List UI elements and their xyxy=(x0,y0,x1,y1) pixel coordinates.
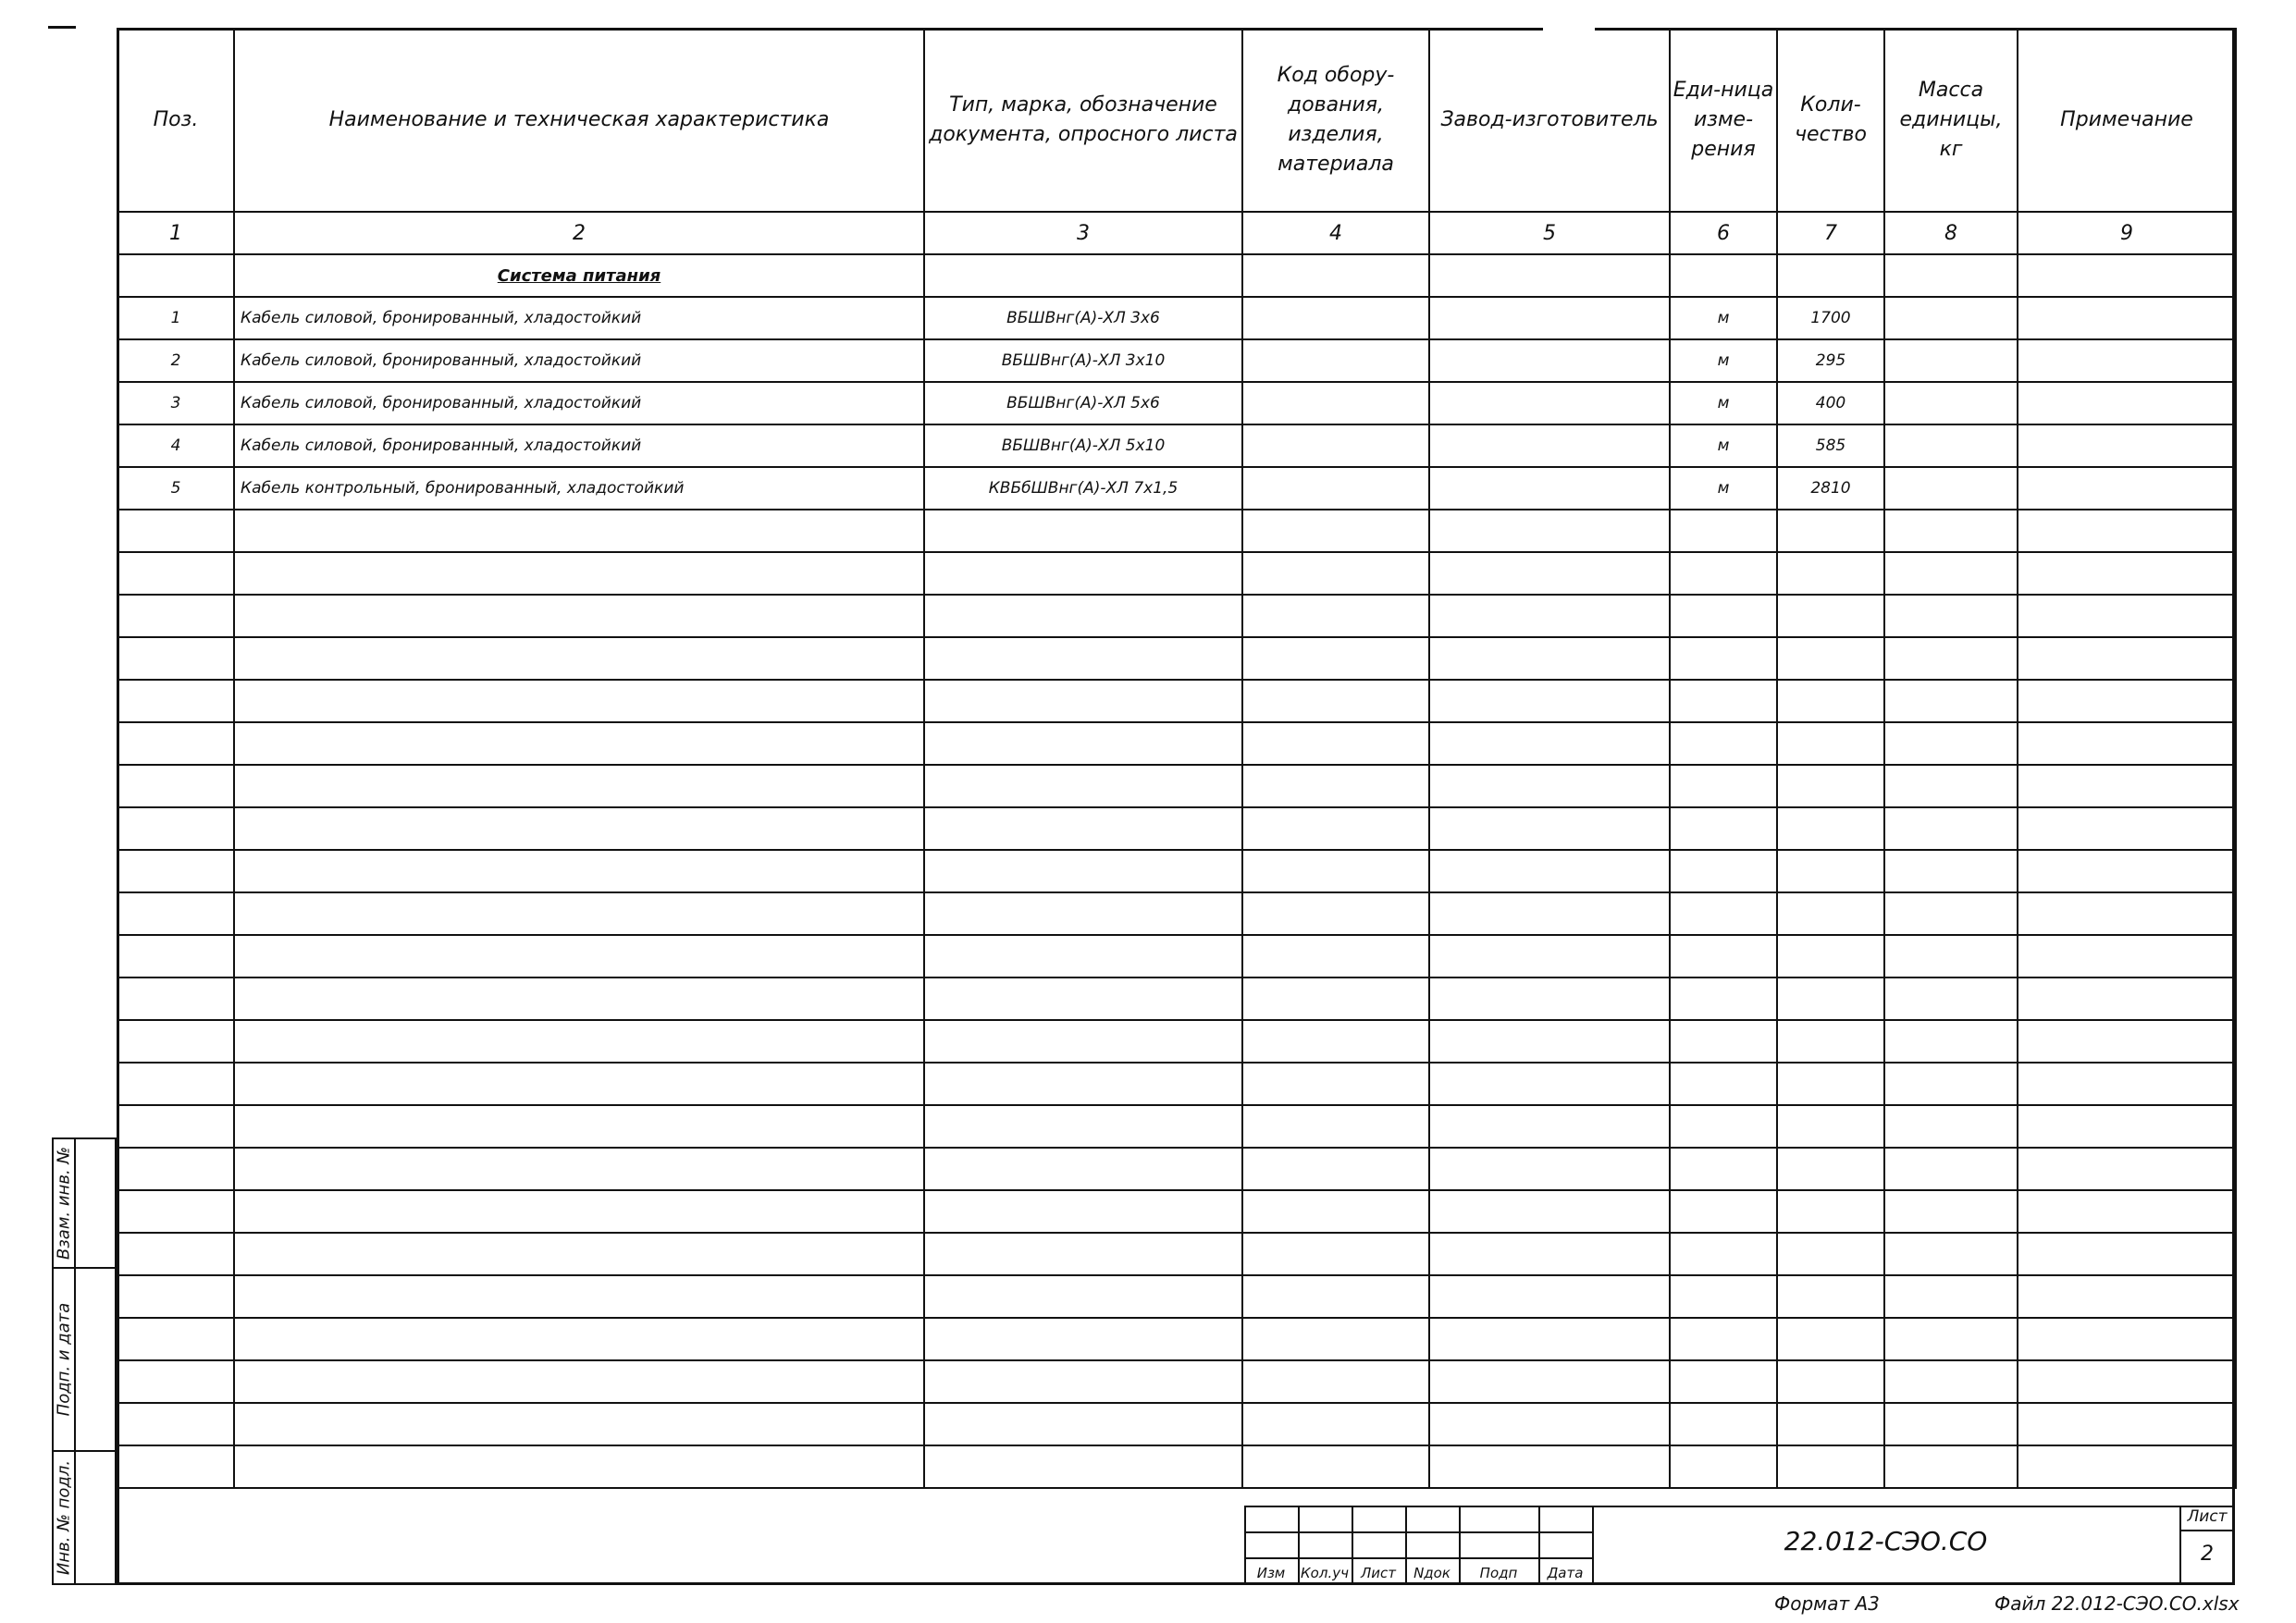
side-podp-value xyxy=(74,1267,117,1452)
stamp-cell xyxy=(1405,1531,1461,1559)
stamp-cell xyxy=(1352,1506,1407,1533)
column-number: 7 xyxy=(1777,212,1884,254)
column-number: 8 xyxy=(1884,212,2018,254)
stamp-cell xyxy=(1538,1506,1594,1533)
side-podp-cell xyxy=(52,1267,76,1452)
side-podp-label: Подп. и дата xyxy=(54,1302,74,1417)
header-cell: Тип, марка, обозначение документа, опросного листа xyxy=(924,29,1242,212)
header-cell: Наименование и техническая характеристика xyxy=(234,29,924,212)
title-block xyxy=(1244,1506,2235,1585)
stamp-label: Лист xyxy=(1360,1565,1396,1581)
side-vzam-cell xyxy=(52,1137,76,1269)
cell-qty: 1700 xyxy=(1777,297,1884,339)
cell-qty: 585 xyxy=(1777,424,1884,467)
section-title: Система питания xyxy=(497,265,661,286)
cell-name: Кабель силовой, бронированный, хладостойкий xyxy=(234,382,924,424)
column-number: 3 xyxy=(924,212,1242,254)
header-cell: Еди-ница изме-рения xyxy=(1670,29,1777,212)
cell-type: ВБШВнг(А)-ХЛ 5х6 xyxy=(924,382,1242,424)
side-vzam-label: Взам. инв. № xyxy=(54,1146,74,1260)
stamp-cell xyxy=(1405,1506,1461,1533)
stamp-cell xyxy=(1244,1506,1300,1533)
cell-qty: 2810 xyxy=(1777,467,1884,510)
cell-pos: 1 xyxy=(117,297,234,339)
header-cell: Коли-чество xyxy=(1777,29,1884,212)
footer-format: Формат А3 xyxy=(1774,1592,1880,1615)
side-inv-value xyxy=(74,1450,117,1585)
cell-pos: 5 xyxy=(117,467,234,510)
side-stamp xyxy=(52,1137,117,1585)
cell-pos: 4 xyxy=(117,424,234,467)
cell-unit: м xyxy=(1670,339,1777,382)
cell-unit: м xyxy=(1670,382,1777,424)
cell-name: Кабель контрольный, бронированный, хладостойкий xyxy=(234,467,924,510)
column-number: 2 xyxy=(234,212,924,254)
frame-gap xyxy=(1543,24,1595,31)
cell-type: ВБШВнг(А)-ХЛ 5х10 xyxy=(924,424,1242,467)
header-cell: Поз. xyxy=(117,29,234,212)
footer-file: Файл 22.012-СЭО.СО.xlsx xyxy=(1994,1592,2240,1615)
column-number: 5 xyxy=(1429,212,1670,254)
stamp-cell xyxy=(1538,1531,1594,1559)
cell-name: Кабель силовой, бронированный, хладостойкий xyxy=(234,339,924,382)
cell-type: ВБШВнг(А)-ХЛ 3х10 xyxy=(924,339,1242,382)
cell-type: ВБШВнг(А)-ХЛ 3х6 xyxy=(924,297,1242,339)
stamp-label: Подп xyxy=(1479,1565,1518,1581)
cell-pos: 3 xyxy=(117,382,234,424)
side-inv-cell xyxy=(52,1450,76,1585)
column-number: 4 xyxy=(1242,212,1429,254)
cell-unit: м xyxy=(1670,424,1777,467)
header-cell: Код обору-дования, изделия, материала xyxy=(1242,29,1429,212)
cell-pos: 2 xyxy=(117,339,234,382)
header-cell: Масса единицы, кг xyxy=(1884,29,2018,212)
header-cell: Завод-изготовитель xyxy=(1429,29,1670,212)
column-number: 6 xyxy=(1670,212,1777,254)
cell-qty: 295 xyxy=(1777,339,1884,382)
stamp-cell xyxy=(1352,1531,1407,1559)
sheet-number: 2 xyxy=(2201,1543,2214,1566)
column-number: 9 xyxy=(2018,212,2236,254)
stamp-cell xyxy=(1244,1531,1300,1559)
stamp-label: Дата xyxy=(1547,1565,1584,1581)
side-inv-label: Инв. № подл. xyxy=(54,1459,74,1576)
drawing-frame xyxy=(117,28,2235,1585)
sheet-label: Лист xyxy=(2187,1507,2228,1526)
header-cell: Примечание xyxy=(2018,29,2236,212)
cell-type: КВБбШВнг(А)-ХЛ 7х1,5 xyxy=(924,467,1242,510)
corner-mark xyxy=(48,26,76,29)
cell-name: Кабель силовой, бронированный, хладостойкий xyxy=(234,424,924,467)
cell-unit: м xyxy=(1670,467,1777,510)
cell-name: Кабель силовой, бронированный, хладостойкий xyxy=(234,297,924,339)
column-number: 1 xyxy=(117,212,234,254)
stamp-cell xyxy=(1298,1506,1353,1533)
cell-qty: 400 xyxy=(1777,382,1884,424)
cell-unit: м xyxy=(1670,297,1777,339)
stamp-label: Кол.уч xyxy=(1301,1565,1349,1581)
stamp-cell xyxy=(1459,1531,1540,1559)
stamp-label: Изм xyxy=(1256,1565,1286,1581)
side-vzam-value xyxy=(74,1137,117,1269)
document-code: 22.012-СЭО.СО xyxy=(1784,1526,1988,1556)
stamp-cell xyxy=(1298,1531,1353,1559)
stamp-cell xyxy=(1459,1506,1540,1533)
stamp-label: Nдок xyxy=(1413,1565,1450,1581)
